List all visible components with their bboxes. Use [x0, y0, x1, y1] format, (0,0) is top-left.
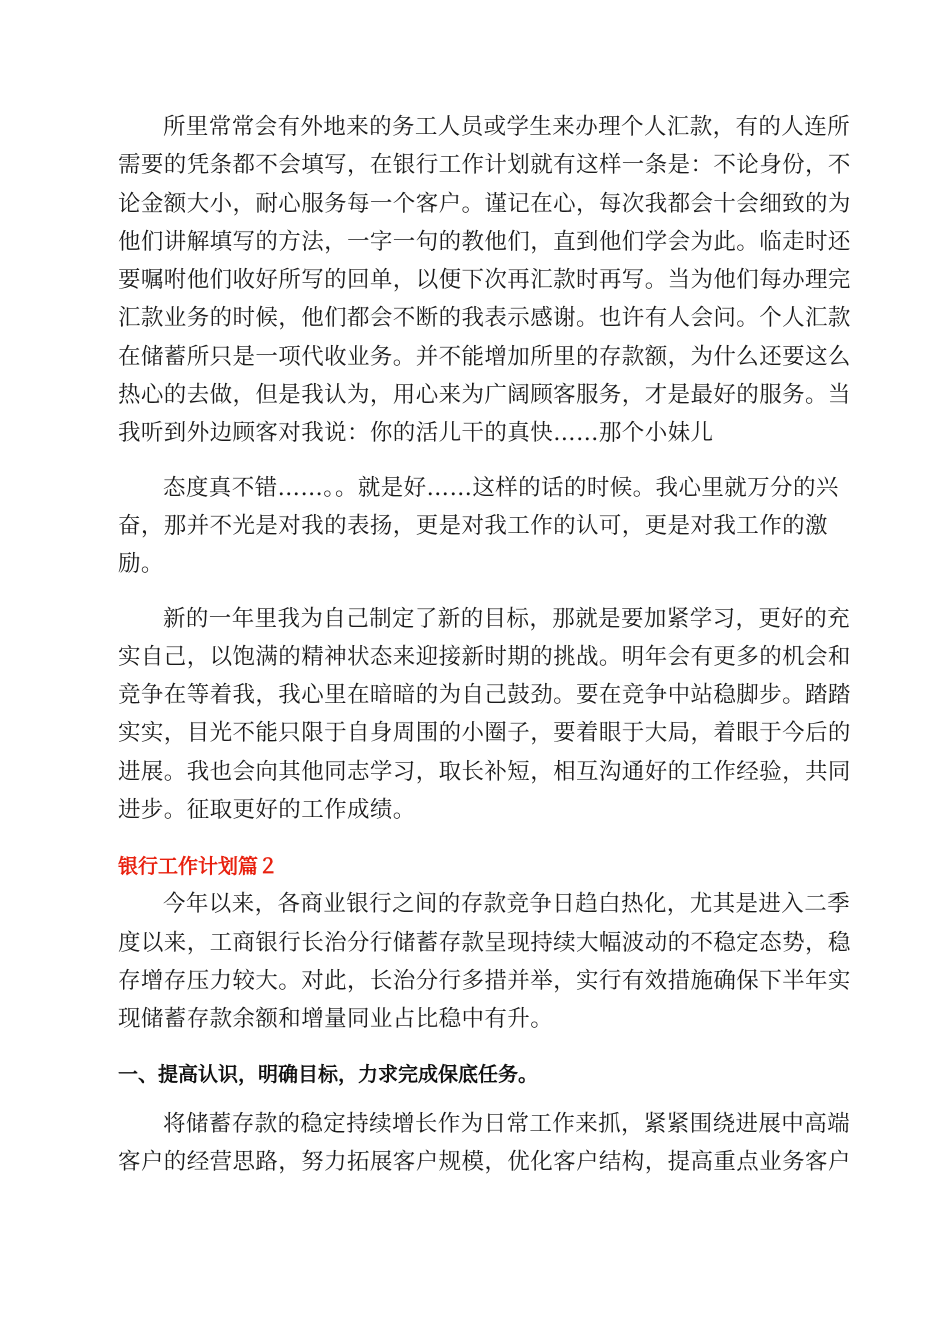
text-line: 态度真不错……。。就是好……这样的话的时候。我心里就万分的兴 — [163, 474, 839, 501]
text-line: 所里常常会有外地来的务工人员或学生来办理个人汇款，有的人连所 — [163, 114, 851, 140]
text-line: 实自己，以饱满的精神状态来迎接新时期的挑战。明年会有更多的机会和 — [118, 643, 851, 670]
text-line: 进步。征取更好的工作成绩。 — [118, 797, 416, 824]
text-line: 在储蓄所只是一项代收业务。并不能增加所里的存款额，为什么还要这么 — [118, 343, 851, 370]
section-heading: 银行工作计划篇２ — [118, 854, 278, 879]
text-line: 要嘱咐他们收好所写的回单，以便下次再汇款时再写。当为他们每办理完 — [118, 267, 851, 294]
paragraph-customer-praise — [118, 469, 839, 584]
text-line: 需要的凭条都不会填写，在银行工作计划就有这样一条是：不论身份，不 — [118, 152, 851, 179]
paragraph-remittance-service — [118, 108, 851, 453]
text-line: 热心的去做，但是我认为，用心来为广阔顾客服务，才是最好的服务。当 — [118, 382, 851, 409]
text-line: 他们讲解填写的方法，一字一句的教他们，直到他们学会为此。临走时还 — [118, 228, 851, 255]
paragraph-deposit-growth — [118, 1105, 851, 1182]
text-line: 我听到外边顾客对我说：你的活儿干的真快……那个小妹儿 — [118, 420, 714, 447]
text-line: 今年以来，各商业银行之间的存款竞争日趋白热化，尤其是进入二季 — [163, 891, 851, 918]
text-line: 将储蓄存款的稳定持续增长作为日常工作来抓，紧紧围绕进展中高端 — [163, 1110, 851, 1137]
text-line: 竞争在等着我，我心里在暗暗的为自己鼓劲。要在竞争中站稳脚步。踏踏 — [118, 682, 851, 709]
text-line: 汇款业务的时候，他们都会不断的我表示感谢。也许有人会问。个人汇款 — [118, 305, 851, 332]
text-line: 励。 — [118, 551, 164, 578]
paragraph-deposit-competition — [118, 885, 851, 1038]
text-line: 度以来，工商银行长治分行储蓄存款呈现持续大幅波动的不稳定态势，稳 — [118, 929, 851, 956]
text-line: 实实，目光不能只限于自身周围的小圈子，要着眼于大局，着眼于今后的 — [118, 720, 851, 747]
document-page — [118, 108, 851, 1181]
text-line: 进展。我也会向其他同志学习，取长补短，相互沟通好的工作经验，共同 — [118, 758, 851, 785]
subheading: 一、提高认识，明确目标，力求完成保底任务。 — [118, 1061, 538, 1086]
text-line: 论金额大小，耐心服务每一个客户。谨记在心，每次我都会十会细致的为 — [118, 190, 851, 217]
text-line: 客户的经营思路，努力拓展客户规模，优化客户结构，提高重点业务客户 — [118, 1148, 851, 1175]
text-line: 奋，那并不光是对我的表扬，更是对我工作的认可，更是对我工作的激 — [118, 512, 828, 539]
text-line: 现储蓄存款余额和增量同业占比稳中有升。 — [118, 1006, 554, 1033]
text-line: 存增存压力较大。对此，长治分行多措并举，实行有效措施确保下半年实 — [118, 967, 851, 994]
text-line: 新的一年里我为自己制定了新的目标，那就是要加紧学习，更好的充 — [163, 605, 851, 632]
paragraph-new-year-goals — [118, 600, 851, 830]
